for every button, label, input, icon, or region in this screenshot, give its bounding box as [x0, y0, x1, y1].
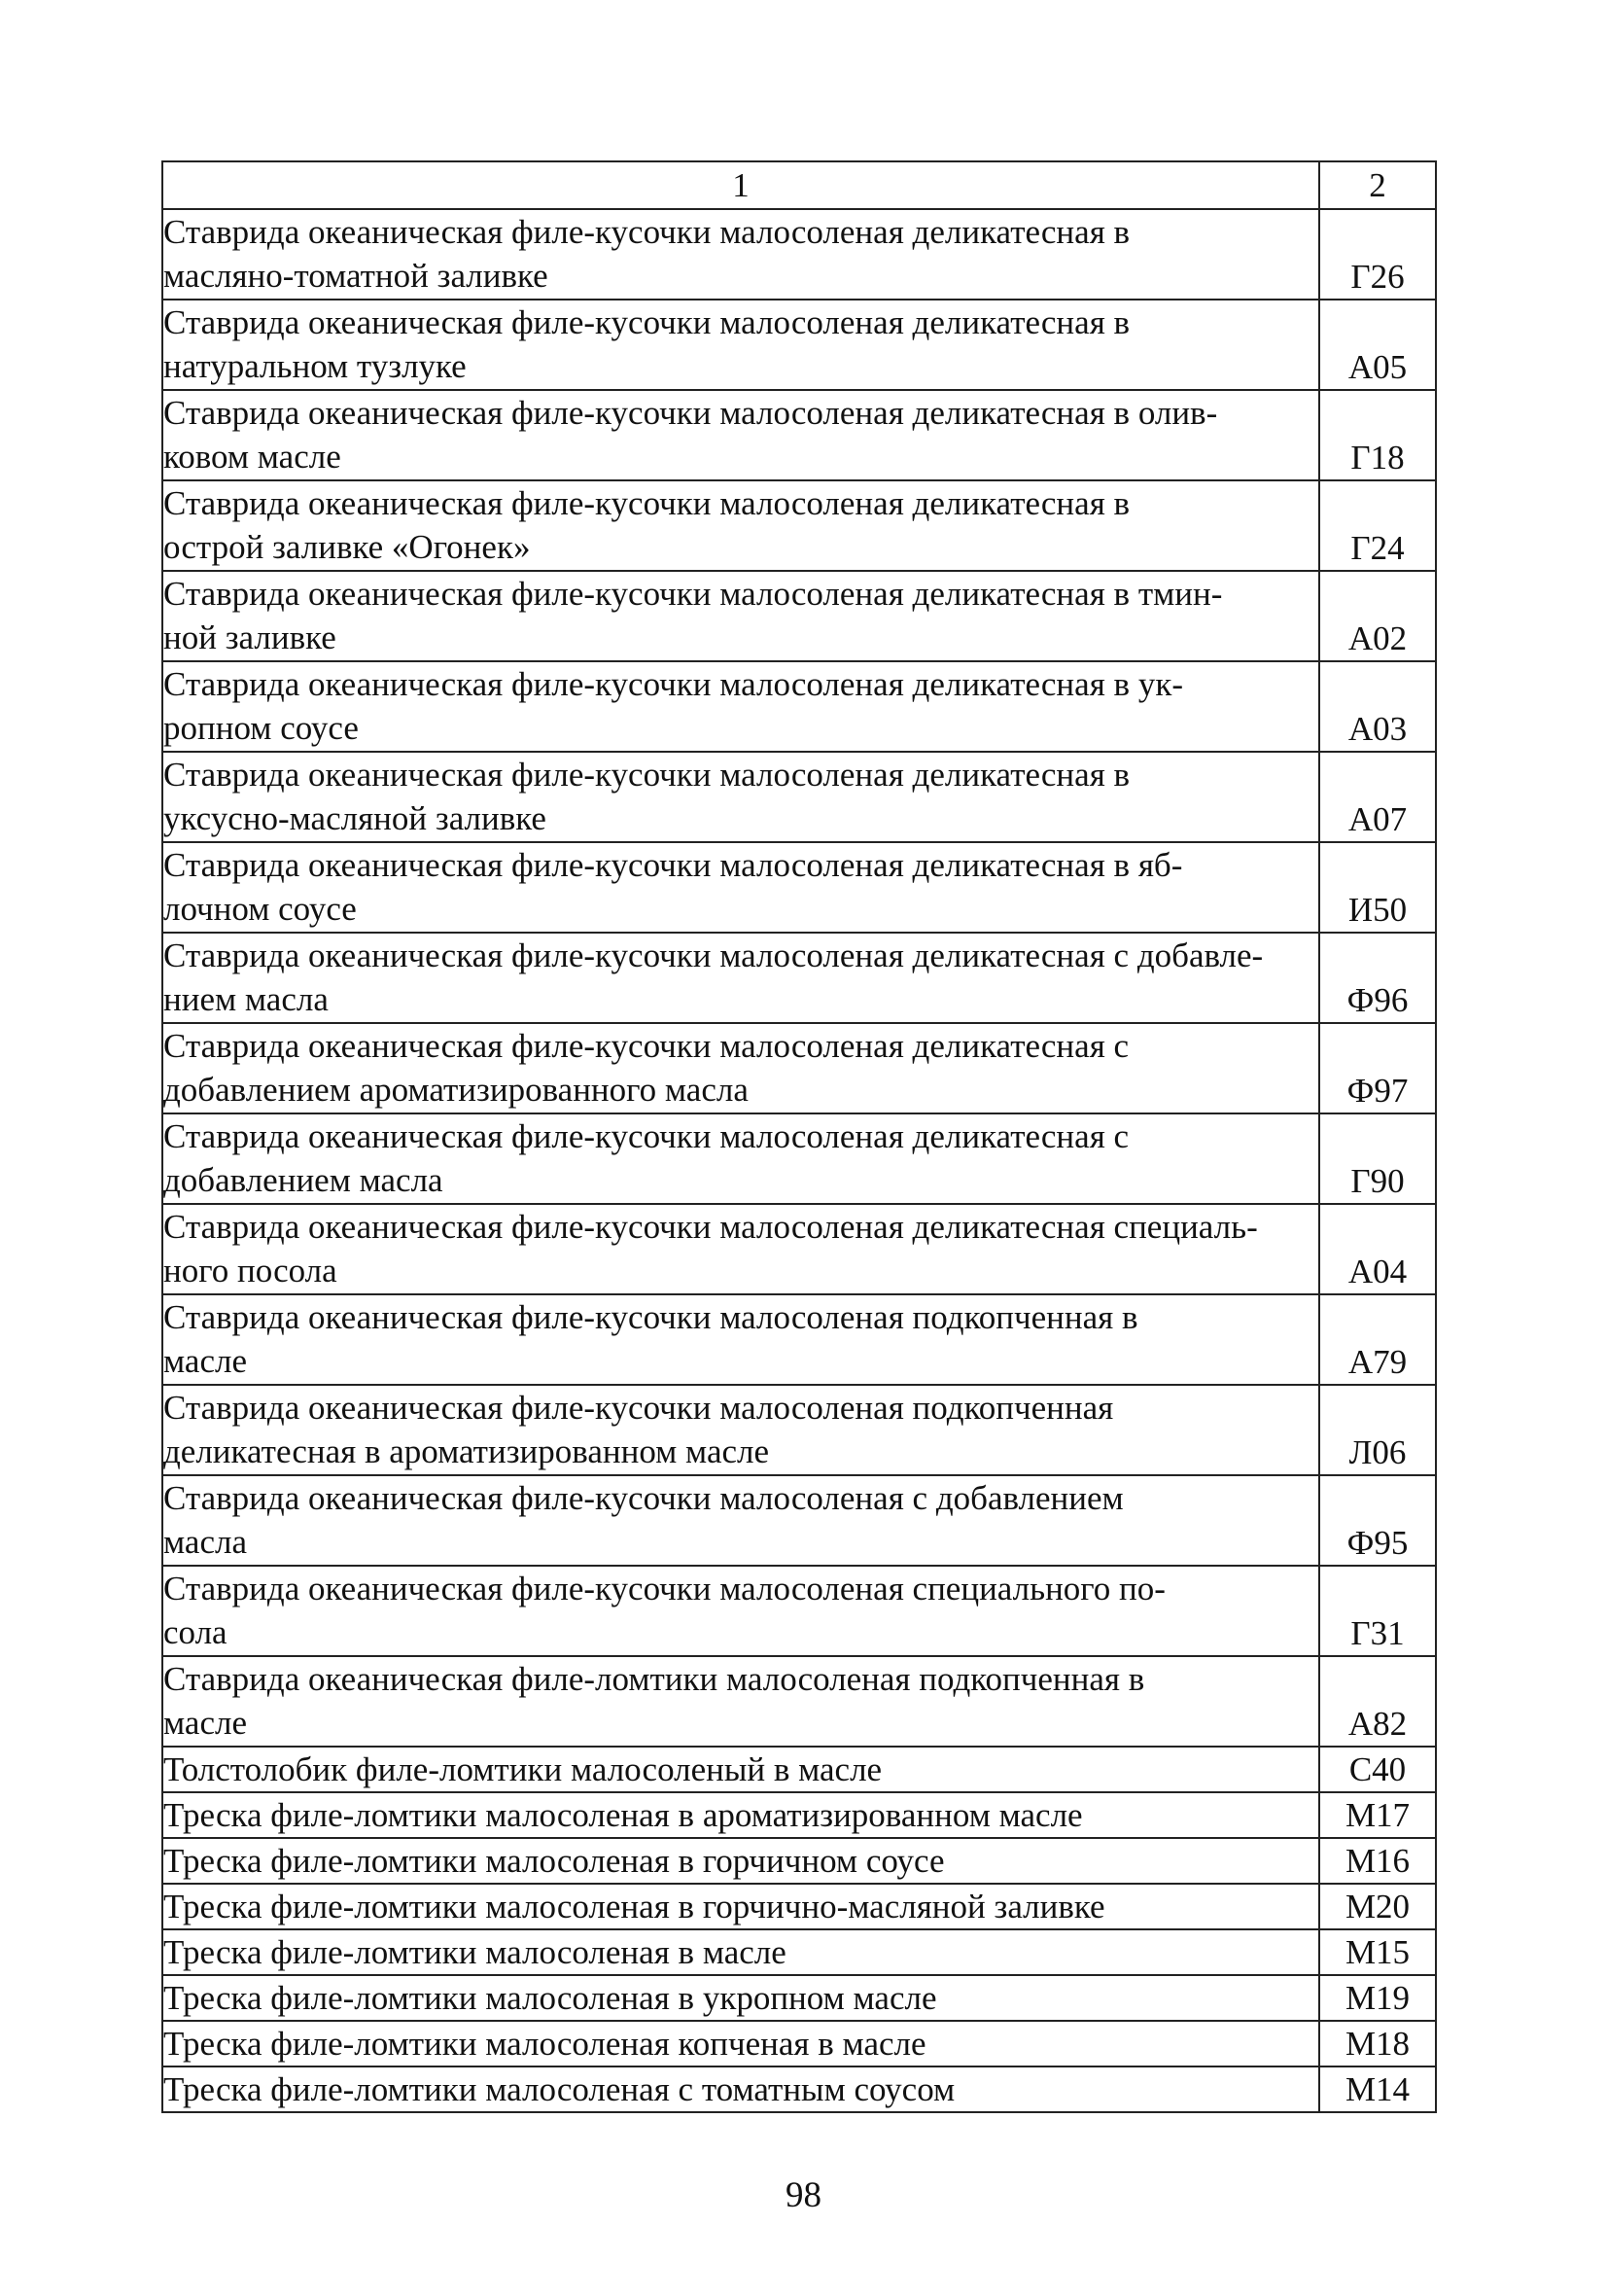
table-row: [162, 1385, 1436, 1475]
product-code-cell: Ф97: [1319, 1023, 1436, 1113]
product-code-cell: А05: [1319, 300, 1436, 390]
product-name-cell: Ставрида океаническая филе-кусочки малосоленая деликатесная в острой заливке «Огонек»: [162, 480, 1319, 571]
table-row: [162, 661, 1436, 752]
product-name-cell: Ставрида океаническая филе-кусочки малосоленая деликатесная с добавлением ароматизированного масла: [162, 1023, 1319, 1113]
product-code-cell: М18: [1319, 2021, 1436, 2066]
table-row: [162, 1475, 1436, 1566]
product-name-cell: Ставрида океаническая филе-кусочки малосоленая специального по- сола: [162, 1566, 1319, 1656]
product-name-cell: Ставрида океаническая филе-кусочки малосоленая деликатесная с добавлением масла: [162, 1113, 1319, 1204]
product-code-cell: М19: [1319, 1975, 1436, 2021]
product-name-cell: Ставрида океаническая филе-кусочки малосоленая с добавлением масла: [162, 1475, 1319, 1566]
table-row: [162, 1929, 1436, 1975]
product-code-cell: А02: [1319, 571, 1436, 661]
product-code-cell: М15: [1319, 1929, 1436, 1975]
product-code-cell: Л06: [1319, 1385, 1436, 1475]
product-name-cell: Ставрида океаническая филе-кусочки малосоленая деликатесная в яб- лочном соусе: [162, 842, 1319, 933]
table-row: [162, 842, 1436, 933]
product-code-cell: А79: [1319, 1294, 1436, 1385]
product-name-cell: Треска филе-ломтики малосоленая копченая в масле: [162, 2021, 1319, 2066]
product-name-cell: Ставрида океаническая филе-кусочки малосоленая деликатесная в уксусно-масляной заливке: [162, 752, 1319, 842]
table-body: [162, 209, 1436, 2112]
product-code-cell: Г26: [1319, 209, 1436, 300]
table-row: [162, 2066, 1436, 2112]
table-row: [162, 390, 1436, 480]
table-row: [162, 1747, 1436, 1792]
product-name-cell: Треска филе-ломтики малосоленая в горчичном соусе: [162, 1838, 1319, 1884]
product-name-cell: Ставрида океаническая филе-кусочки малосоленая деликатесная в олив- ковом масле: [162, 390, 1319, 480]
column-header-1: 1: [162, 161, 1319, 209]
product-code-cell: Г90: [1319, 1113, 1436, 1204]
table-row: [162, 2021, 1436, 2066]
product-name-cell: Ставрида океаническая филе-кусочки малосоленая деликатесная в натуральном тузлуке: [162, 300, 1319, 390]
product-name-cell: Толстолобик филе-ломтики малосоленый в масле: [162, 1747, 1319, 1792]
product-name-cell: Ставрида океаническая филе-кусочки малосоленая деликатесная в тмин- ной заливке: [162, 571, 1319, 661]
product-code-cell: А07: [1319, 752, 1436, 842]
product-name-cell: Ставрида океаническая филе-кусочки малосоленая деликатесная специаль- ного посола: [162, 1204, 1319, 1294]
product-name-cell: Треска филе-ломтики малосоленая в горчично-масляной заливке: [162, 1884, 1319, 1929]
table-row: [162, 571, 1436, 661]
table-row: [162, 1204, 1436, 1294]
product-name-cell: Ставрида океаническая филе-кусочки малосоленая деликатесная с добавле- нием масла: [162, 933, 1319, 1023]
product-code-cell: М17: [1319, 1792, 1436, 1838]
table-row: [162, 300, 1436, 390]
product-code-cell: А82: [1319, 1656, 1436, 1747]
table-row: [162, 1566, 1436, 1656]
product-name-cell: Ставрида океаническая филе-кусочки малосоленая деликатесная в ук- ропном соусе: [162, 661, 1319, 752]
table-row: [162, 209, 1436, 300]
product-code-cell: М16: [1319, 1838, 1436, 1884]
table-header-row: [162, 161, 1436, 209]
table-row: [162, 480, 1436, 571]
table-row: [162, 1884, 1436, 1929]
product-name-cell: Треска филе-ломтики малосоленая в укропном масле: [162, 1975, 1319, 2021]
product-code-cell: С40: [1319, 1747, 1436, 1792]
product-code-cell: Ф95: [1319, 1475, 1436, 1566]
table-row: [162, 933, 1436, 1023]
product-code-cell: Г31: [1319, 1566, 1436, 1656]
product-code-cell: А04: [1319, 1204, 1436, 1294]
product-code-table: [161, 160, 1437, 2113]
page-number: 98: [786, 2175, 821, 2215]
product-code-cell: Ф96: [1319, 933, 1436, 1023]
product-code-cell: А03: [1319, 661, 1436, 752]
product-name-cell: Треска филе-ломтики малосоленая с томатным соусом: [162, 2066, 1319, 2112]
product-code-cell: Г18: [1319, 390, 1436, 480]
product-name-cell: Ставрида океаническая филе-кусочки малосоленая деликатесная в масляно-томатной заливке: [162, 209, 1319, 300]
table-row: [162, 1656, 1436, 1747]
table-row: [162, 1838, 1436, 1884]
product-code-cell: М14: [1319, 2066, 1436, 2112]
table-row: [162, 1975, 1436, 2021]
table-row: [162, 1023, 1436, 1113]
product-name-cell: Ставрида океаническая филе-кусочки малосоленая подкопченная деликатесная в ароматизированном масле: [162, 1385, 1319, 1475]
product-name-cell: Треска филе-ломтики малосоленая в масле: [162, 1929, 1319, 1975]
product-name-cell: Ставрида океаническая филе-кусочки малосоленая подкопченная в масле: [162, 1294, 1319, 1385]
product-code-cell: И50: [1319, 842, 1436, 933]
table-row: [162, 1792, 1436, 1838]
column-header-2: 2: [1319, 161, 1436, 209]
product-name-cell: Треска филе-ломтики малосоленая в ароматизированном масле: [162, 1792, 1319, 1838]
product-code-cell: М20: [1319, 1884, 1436, 1929]
product-name-cell: Ставрида океаническая филе-ломтики малосоленая подкопченная в масле: [162, 1656, 1319, 1747]
table-row: [162, 1113, 1436, 1204]
product-code-cell: Г24: [1319, 480, 1436, 571]
table-row: [162, 1294, 1436, 1385]
table-row: [162, 752, 1436, 842]
